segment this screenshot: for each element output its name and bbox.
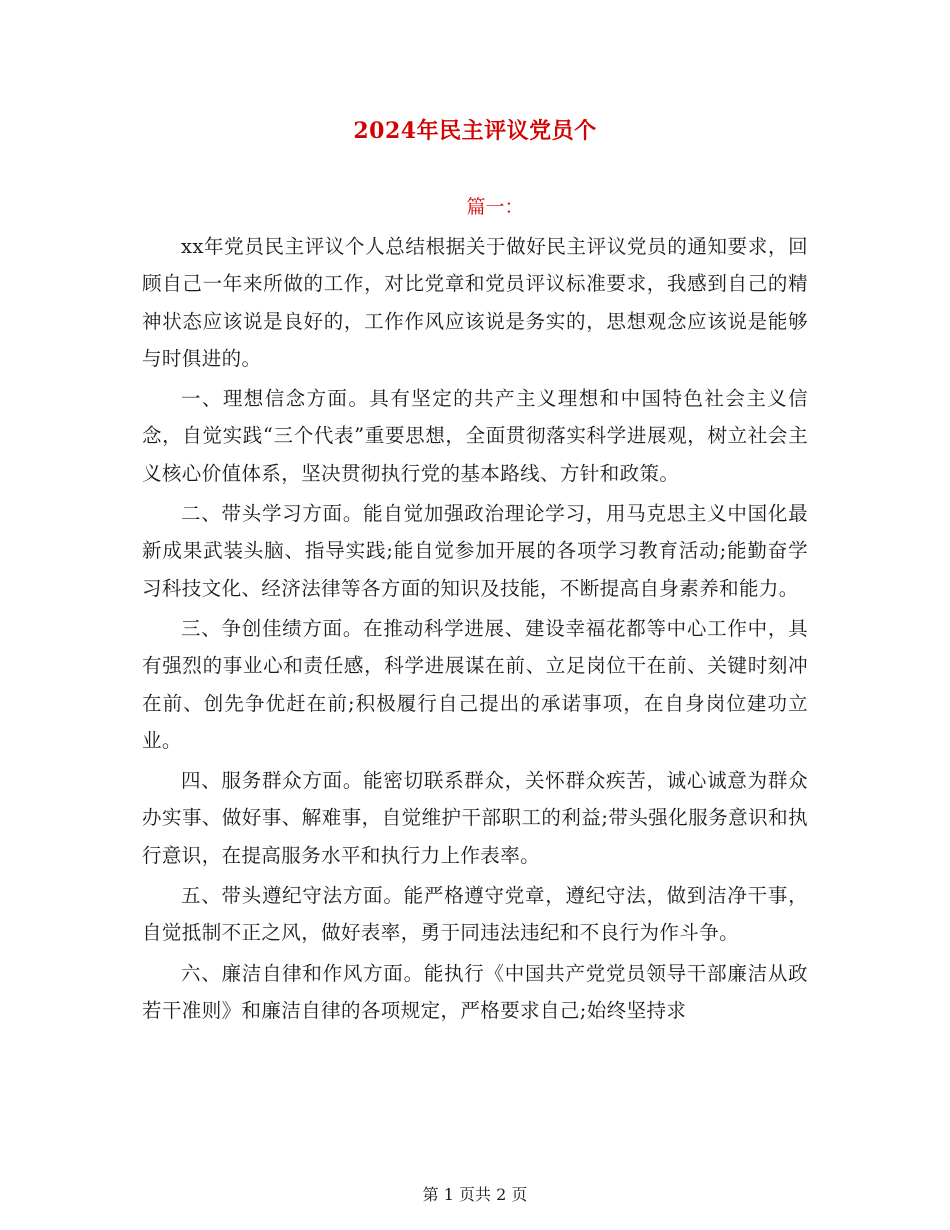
paragraph-study: 二、带头学习方面。能自觉加强政治理论学习，用马克思主义中国化最新成果武装头脑、指导实践;能自觉参加开展的各项学习教育活动;能勤奋学习科技文化、经济法律等各方面的知识及技能，不断提高自身素养和能力。 bbox=[142, 502, 808, 600]
paragraph-discipline: 五、带头遵纪守法方面。能严格遵守党章，遵纪守法，做到洁净干事，自觉抵制不正之风，做好表率，勇于同违法违纪和不良行为作斗争。 bbox=[142, 884, 808, 945]
paragraph-service: 四、服务群众方面。能密切联系群众，关怀群众疾苦，诚心诚意为群众办实事、做好事、解难事，自觉维护干部职工的利益;带头强化服务意识和执行意识，在提高服务水平和执行力上作表率。 bbox=[142, 769, 808, 867]
paragraph-ideals: 一、理想信念方面。具有坚定的共产主义理想和中国特色社会主义信念，自觉实践“三个代表”重要思想，全面贯彻落实科学进展观，树立社会主义核心价值体系，坚决贯彻执行党的基本路线、方针和政策。 bbox=[142, 387, 808, 485]
paragraph-intro: xx年党员民主评议个人总结根据关于做好民主评议党员的通知要求，回顾自己一年来所做的工作，对比党章和党员评议标准要求，我感到自己的精神状态应该说是良好的，工作作风应该说是务实的，思想观念应该说是能够与时俱进的。 bbox=[142, 235, 808, 370]
paragraph-integrity: 六、廉洁自律和作风方面。能执行《中国共产党党员领导干部廉洁从政若干准则》和廉洁自律的各项规定，严格要求自己;始终坚持求 bbox=[142, 961, 808, 1022]
section-heading: 篇一： bbox=[466, 196, 524, 218]
document-title: 2024年民主评议党员个 bbox=[353, 118, 597, 144]
document-body bbox=[142, 228, 808, 1032]
page-footer: 第 1 页共 2 页 bbox=[422, 1185, 528, 1204]
paragraph-achievement: 三、争创佳绩方面。在推动科学进展、建设幸福花都等中心工作中，具有强烈的事业心和责任感，科学进展谋在前、立足岗位干在前、关键时刻冲在前、创先争优赶在前;积极履行自己提出的承诺事项，在自身岗位建功立业。 bbox=[142, 616, 808, 752]
